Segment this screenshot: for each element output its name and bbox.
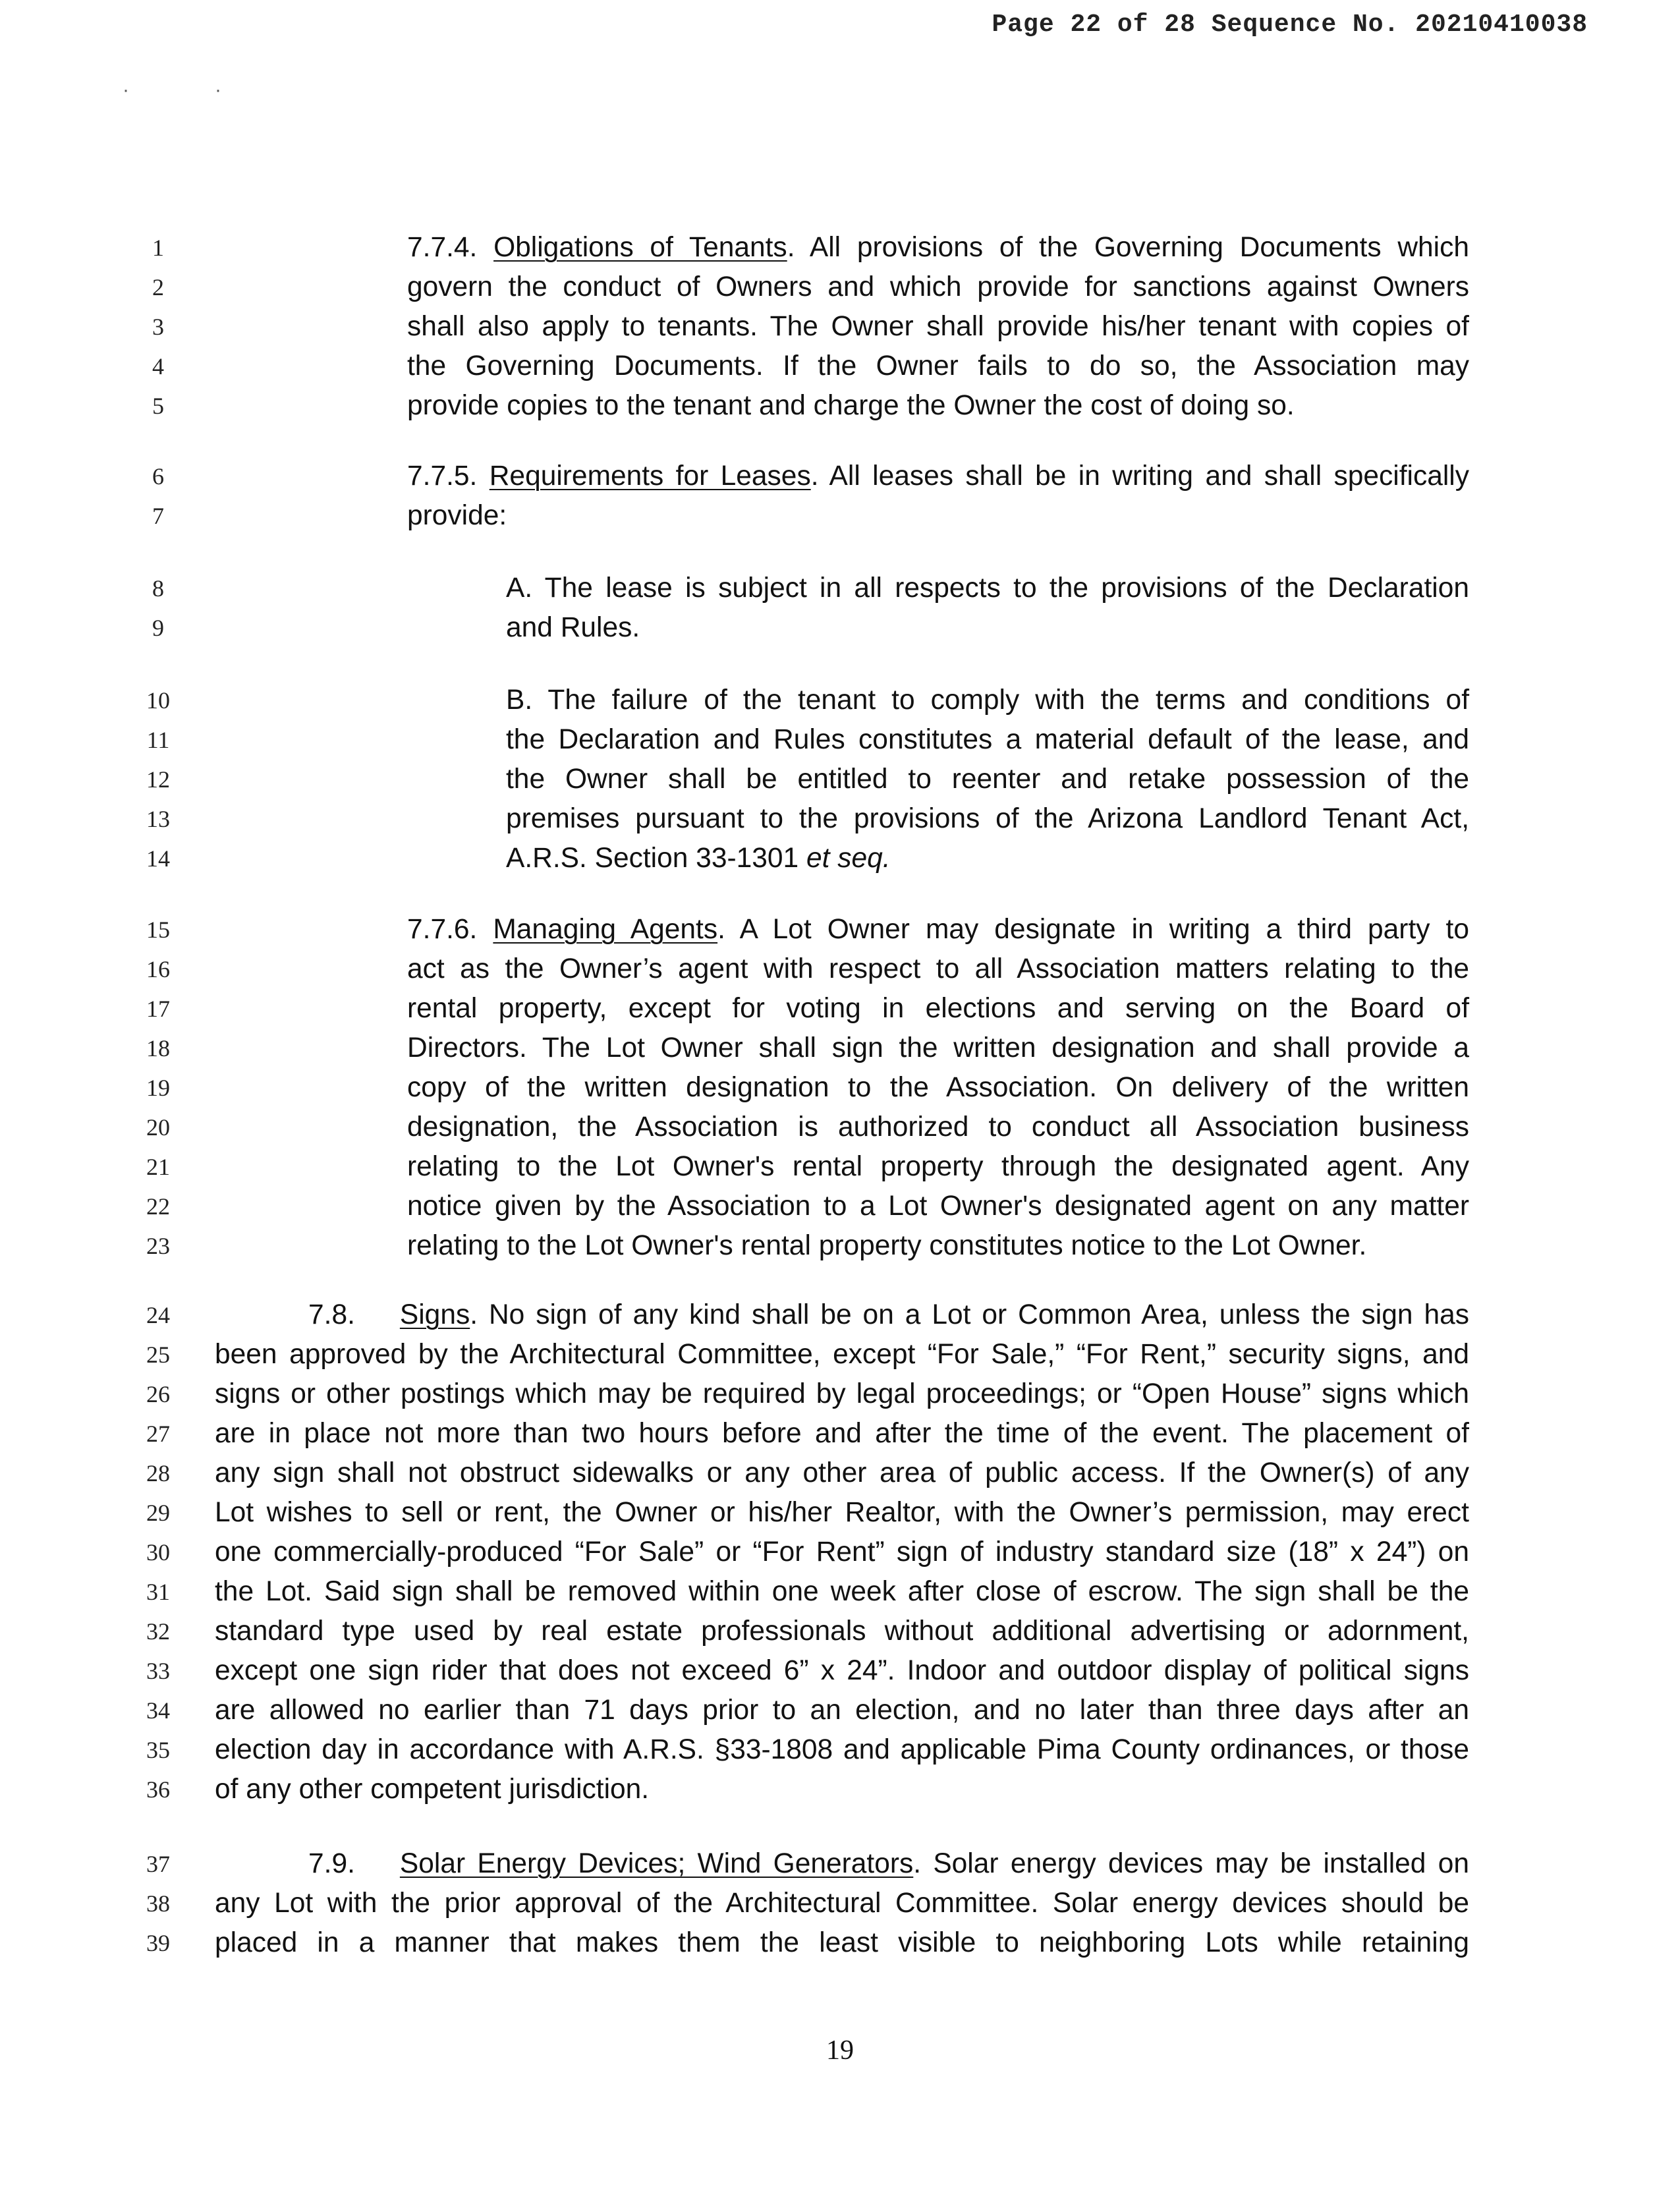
section-number: 7.9. [308, 1848, 355, 1879]
subparagraph-a-line: A. The lease is subject in all respects to the provisions of the Declaration [506, 573, 1469, 604]
line-number: 39 [146, 1930, 170, 1956]
line-number: 30 [146, 1539, 170, 1566]
section-7-9-line [308, 1844, 1469, 1884]
line-number: 3 [152, 314, 164, 340]
section-7-7-4-line: shall also apply to tenants. The Owner shall provide his/her tenant with copies of [407, 311, 1469, 342]
line-number: 13 [146, 806, 170, 832]
line-number: 28 [146, 1460, 170, 1486]
line-number: 34 [146, 1697, 170, 1724]
line-number: 24 [146, 1302, 170, 1328]
line-number: 10 [146, 687, 170, 714]
line-number: 18 [146, 1035, 170, 1061]
text: . A Lot Owner may designate in writing a third party to [717, 914, 1469, 945]
section-7-8-line: signs or other postings which may be required by legal proceedings; or “Open House” signs which [215, 1378, 1469, 1409]
section-number: 7.7.4. [407, 232, 478, 263]
line-number: 22 [146, 1193, 170, 1220]
line-number: 20 [146, 1114, 170, 1141]
line-number: 15 [146, 917, 170, 943]
section-7-7-6-line: designation, the Association is authorized to conduct all Association business [407, 1112, 1469, 1143]
section-number: 7.8. [308, 1299, 355, 1330]
page-number: 19 [826, 2035, 854, 2066]
section-7-8-line: one commercially-produced “For Sale” or “For Rent” sign of industry standard size (18” x 24”) on [215, 1537, 1469, 1568]
text: A.R.S. Section 33-1301 [506, 843, 806, 874]
line-number: 36 [146, 1776, 170, 1803]
line-number: 23 [146, 1233, 170, 1259]
line-number: 38 [146, 1890, 170, 1917]
section-7-9-line: any Lot with the prior approval of the Architectural Committee. Solar energy devices should be [215, 1888, 1469, 1919]
section-7-7-5-line: provide: [407, 500, 507, 531]
section-7-8-line: any sign shall not obstruct sidewalks or any other area of public access. If the Owner(s) of any [215, 1457, 1469, 1488]
subparagraph-a-line: and Rules. [506, 612, 640, 643]
text: . Solar energy devices may be installed on [913, 1848, 1469, 1879]
line-number: 6 [152, 463, 164, 490]
text: . All leases shall be in writing and shall specifically [810, 461, 1470, 492]
section-7-7-6-line: copy of the written designation to the Association. On delivery of the written [407, 1072, 1469, 1103]
section-7-8-line: Lot wishes to sell or rent, the Owner or his/her Realtor, with the Owner’s permission, may erect [215, 1497, 1469, 1528]
line-number: 32 [146, 1618, 170, 1645]
line-number: 4 [152, 353, 164, 380]
line-number: 8 [152, 575, 164, 602]
line-number: 31 [146, 1579, 170, 1605]
section-7-8-line [308, 1295, 1469, 1335]
line-number: 25 [146, 1342, 170, 1368]
subparagraph-b-line: the Declaration and Rules constitutes a material default of the lease, and [506, 724, 1469, 755]
section-title: Obligations of Tenants [493, 232, 787, 263]
line-number: 35 [146, 1737, 170, 1763]
line-number: 19 [146, 1075, 170, 1101]
section-7-8-line: are allowed no earlier than 71 days prior to an election, and no later than three days after an [215, 1695, 1469, 1726]
section-title: Requirements for Leases [489, 461, 811, 492]
line-number: 26 [146, 1381, 170, 1407]
section-title: Signs [399, 1299, 470, 1330]
line-number: 5 [152, 393, 164, 419]
section-7-8-line: are in place not more than two hours before and after the time of the event. The placement of [215, 1418, 1469, 1449]
section-7-7-4-line: provide copies to the tenant and charge the Owner the cost of doing so. [407, 390, 1295, 421]
section-7-7-4-line [407, 228, 1469, 268]
section-7-8-line: of any other competent jurisdiction. [215, 1774, 650, 1805]
line-number: 12 [146, 766, 170, 793]
scan-specks: · · [123, 79, 221, 101]
section-7-7-6-line: act as the Owner’s agent with respect to all Association matters relating to the [407, 953, 1469, 984]
section-7-8-line: except one sign rider that does not exceed 6” x 24”. Indoor and outdoor display of political signs [215, 1655, 1469, 1686]
subparagraph-b-line [506, 839, 1469, 878]
section-7-8-line: standard type used by real estate professionals without additional advertising or adornment, [215, 1616, 1469, 1647]
section-7-7-6-line [407, 910, 1469, 949]
section-7-7-6-line: Directors. The Lot Owner shall sign the written designation and shall provide a [407, 1032, 1469, 1063]
section-7-9-line: placed in a manner that makes them the least visible to neighboring Lots while retaining [215, 1927, 1469, 1958]
line-number: 37 [146, 1851, 170, 1877]
line-number: 1 [152, 235, 164, 261]
section-7-7-4-line: the Governing Documents. If the Owner fails to do so, the Association may [407, 351, 1469, 381]
line-number: 16 [146, 956, 170, 982]
section-7-7-6-line: relating to the Lot Owner's rental property constitutes notice to the Lot Owner. [407, 1230, 1367, 1261]
section-7-7-5-line [407, 457, 1469, 496]
section-7-7-6-line: relating to the Lot Owner's rental property through the designated agent. Any [407, 1151, 1469, 1182]
subparagraph-b-line: premises pursuant to the provisions of the Arizona Landlord Tenant Act, [506, 803, 1469, 834]
subparagraph-b-line: the Owner shall be entitled to reenter and retake possession of the [506, 764, 1469, 795]
section-title: Managing Agents [493, 914, 718, 945]
section-title: Solar Energy Devices; Wind Generators [399, 1848, 914, 1879]
text: . All provisions of the Governing Documents which [787, 232, 1469, 263]
line-number: 9 [152, 615, 164, 641]
subparagraph-b-line: B. The failure of the tenant to comply with the terms and conditions of [506, 685, 1469, 716]
section-7-7-6-line: notice given by the Association to a Lot Owner's designated agent on any matter [407, 1191, 1469, 1222]
section-number: 7.7.5. [407, 461, 478, 492]
section-number: 7.7.6. [407, 914, 478, 945]
line-number: 21 [146, 1154, 170, 1180]
section-7-8-line: the Lot. Said sign shall be removed within one week after close of escrow. The sign shall be the [215, 1576, 1469, 1607]
section-7-8-line: election day in accordance with A.R.S. §33-1808 and applicable Pima County ordinances, or those [215, 1734, 1469, 1765]
section-7-8-line: been approved by the Architectural Committee, except “For Sale,” “For Rent,” security signs, and [215, 1339, 1469, 1370]
italic-text: et seq. [806, 843, 891, 874]
line-number: 27 [146, 1421, 170, 1447]
line-number: 2 [152, 274, 164, 300]
line-number: 29 [146, 1500, 170, 1526]
line-number: 17 [146, 996, 170, 1022]
section-7-7-4-line: govern the conduct of Owners and which provide for sanctions against Owners [407, 271, 1469, 302]
page-header: Page 22 of 28 Sequence No. 20210410038 [992, 11, 1588, 39]
line-number: 14 [146, 845, 170, 872]
line-number: 33 [146, 1658, 170, 1684]
line-number: 7 [152, 503, 164, 529]
text: . No sign of any kind shall be on a Lot or Common Area, unless the sign has [470, 1299, 1469, 1330]
line-number: 11 [146, 727, 170, 753]
section-7-7-6-line: rental property, except for voting in elections and serving on the Board of [407, 993, 1469, 1024]
